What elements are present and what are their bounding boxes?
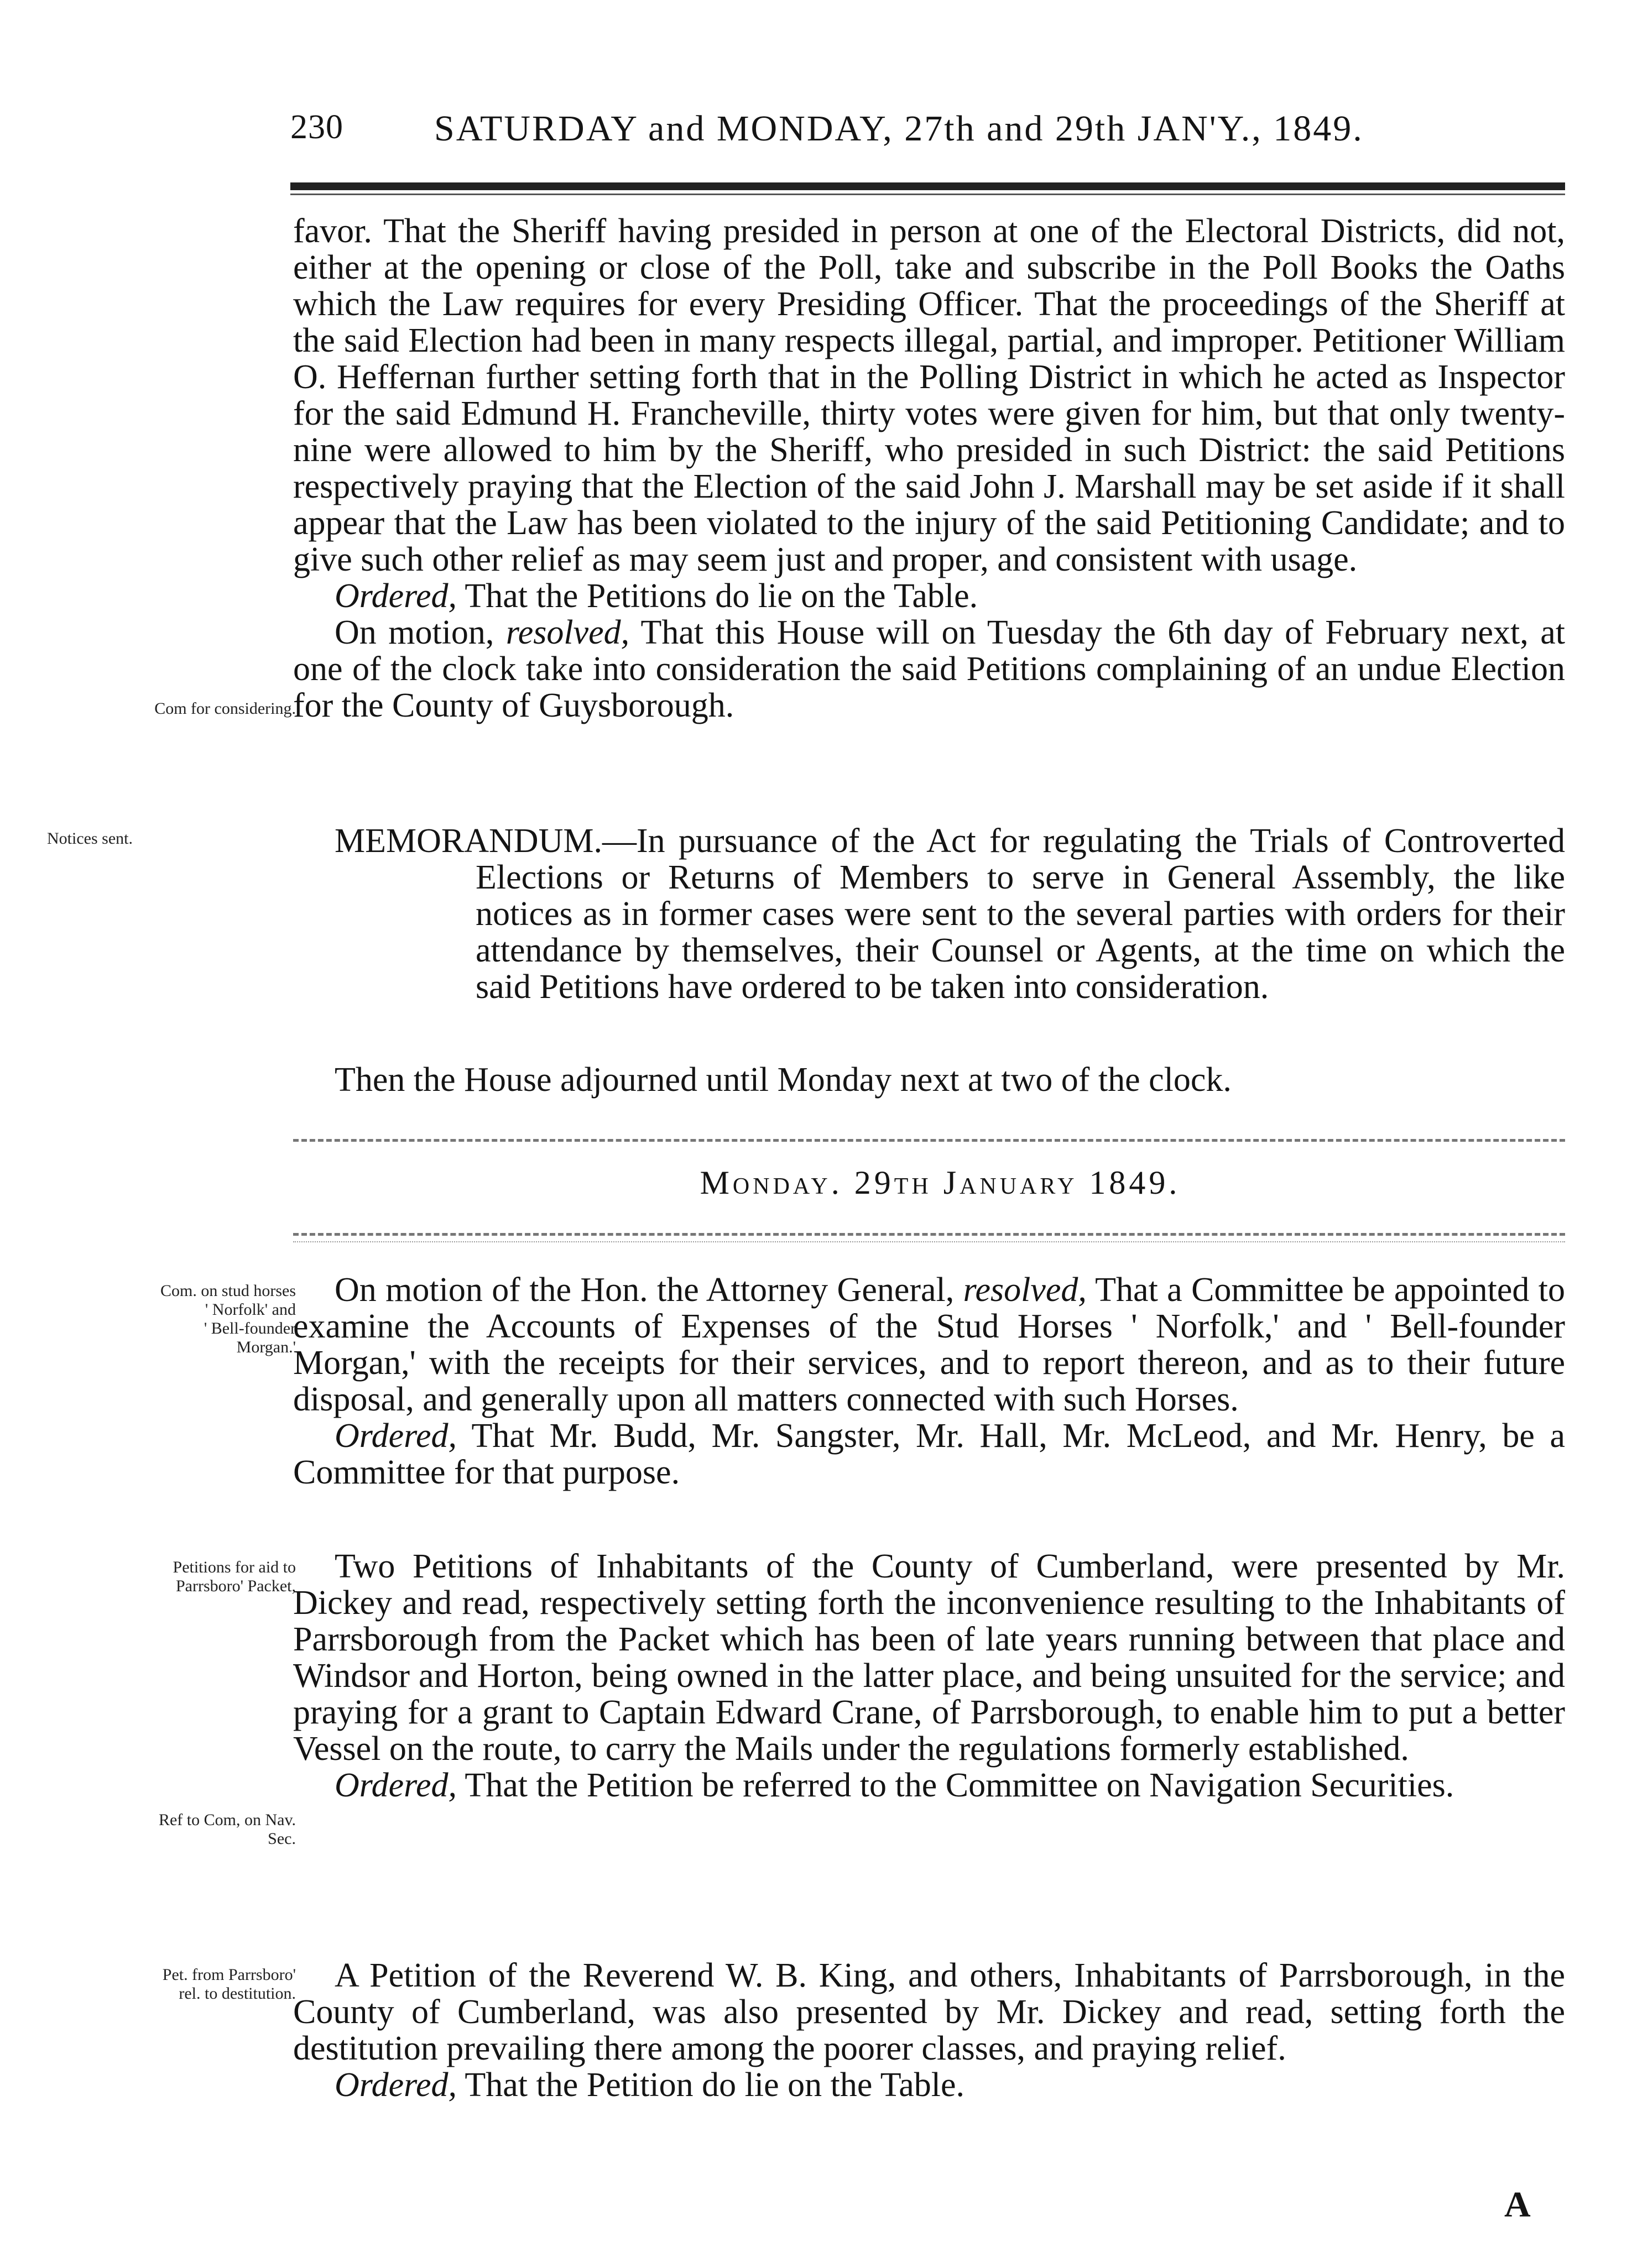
stud-text: That a Committee be appointed to examine the Accounts of Expenses of the Stud Horses ' Norfolk,' and ' Bell-founder Morgan,' with the receipts for their services, and to report thereon, and as to their future disposal, and generally upon all matters connected with such Horses.	[293, 1271, 1565, 1418]
continued-paragraph	[293, 213, 1565, 724]
destitution-block	[293, 1957, 1565, 2103]
motion-text: That this House will on Tuesday the 6th day of February next, at one of the clock take into consideration the said Petitions complaining of an undue Election for the County of Guysborough.	[293, 614, 1565, 724]
destitution-ordered-label: Ordered,	[335, 2066, 457, 2104]
destitution-ordered-paragraph	[293, 2067, 1565, 2103]
day-heading: Monday. 29th January 1849.	[700, 1164, 1181, 1201]
motion-resolved: resolved,	[505, 614, 630, 651]
adjourn-block	[293, 1062, 1565, 1098]
stud-horses-block	[293, 1272, 1565, 1491]
margin-note-packet	[47, 1558, 296, 1596]
destitution-paragraph: A Petition of the Reverend W. B. King, and others, Inhabitants of Parrsborough, in the County of Cumberland, was also presented by Mr. Dickey and read, setting forth the destitution prevailing there among the poorer classes, and praying relief.	[293, 1957, 1565, 2067]
ref-ordered-label: Ordered,	[335, 1767, 457, 1804]
header-rule-thin	[290, 194, 1565, 195]
margin-note-notices-sent: Notices sent.	[47, 829, 133, 848]
margin-note-line: ' Norfolk' and	[205, 1300, 296, 1319]
ref-ordered-text: That the Petition be referred to the Committee on Navigation Securities.	[465, 1767, 1454, 1804]
margin-note-line: Petitions for aid to	[173, 1558, 296, 1576]
margin-note-line: ' Bell-founder	[204, 1319, 296, 1337]
motion-paragraph	[293, 614, 1565, 724]
margin-note-line: Ref to Com, on Nav.	[158, 1811, 296, 1829]
margin-note-line: Com. on stud horses	[160, 1282, 296, 1300]
margin-note-line: Morgan.'	[236, 1338, 296, 1356]
packet-block	[293, 1548, 1565, 1804]
day-separator-top	[293, 1139, 1565, 1142]
margin-note-line: Sec.	[268, 1830, 296, 1848]
packet-paragraph: Two Petitions of Inhabitants of the County of Cumberland, were presented by Mr. Dickey and read, respectively setting forth the inconvenience resulting to the Inhabitants of Parrsborough from the Packet which has been of late years running between that place and Windsor and Horton, being owned in the latter place, and being unsuited for the service; and praying for a grant to Captain Edward Crane, of Parrsborough, to enable him to put a better Vessel on the route, to carry the Mails under the regulations formerly established.	[293, 1548, 1565, 1768]
motion-lead: On motion,	[335, 614, 494, 651]
margin-note-stud-horses	[47, 1282, 296, 1357]
margin-note-destitution	[47, 1966, 296, 2003]
margin-note-ref-nav	[47, 1811, 296, 1848]
ordered-text: That the Petitions do lie on the Table.	[465, 577, 978, 615]
day-separator-bottom-fine	[293, 1241, 1565, 1242]
destitution-ordered-text: That the Petition do lie on the Table.	[465, 2066, 965, 2104]
day-separator-bottom	[293, 1233, 1565, 1236]
stud-ordered-label: Ordered,	[335, 1417, 457, 1455]
adjourn-text: Then the House adjourned until Monday next at two of the clock.	[335, 1061, 1232, 1099]
memorandum-label: MEMORANDUM.	[335, 822, 602, 860]
continued-paragraph-text: favor. That the Sheriff having presided in person at one of the Electoral Districts, did not, either at the opening or close of the Poll, take and subscribe in the Poll Books the Oaths which the Law requires for every Presiding Officer. That the proceedings of the Sheriff at the said Election had been in many respects illegal, partial, and improper. Petitioner William O. Heffernan further setting forth that in the Polling District in which he acted as Inspector for the said Edmund H. Francheville, thirty votes were given for him, but that only twenty-nine were allowed to him by the Sheriff, who presided in such District: the said Petitions respectively praying that the Election of the said John J. Marshall may be set aside if it shall appear that the Law has been violated to the injury of the said Petitioning Candidate; and to give such other relief as may seem just and proper, and consistent with usage.	[293, 212, 1565, 578]
stud-lead: On motion of the Hon. the Attorney General,	[335, 1271, 955, 1309]
memorandum-text: —In pursuance of the Act for regulating the Trials of Controverted Elections or Returns of Members to serve in General Assembly, the like notices as in former cases were sent to the several parties with orders for their attendance by themselves, their Counsel or Agents, at the time on which the said Petitions have ordered to be taken into consideration.	[476, 822, 1565, 1006]
margin-note-line: Pet. from Parrsboro'	[162, 1966, 296, 1984]
ordered-label: Ordered,	[335, 577, 457, 615]
memorandum-paragraph	[335, 823, 1565, 1005]
ref-ordered-paragraph	[293, 1767, 1565, 1804]
header-rule	[290, 182, 1565, 190]
stud-ordered-paragraph	[293, 1418, 1565, 1491]
catchword: A	[1504, 2185, 1531, 2225]
ordered-lie-on-table	[293, 578, 1565, 614]
page-header-title: SATURDAY and MONDAY, 27th and 29th JAN'Y., 1849.	[434, 108, 1364, 149]
stud-horses-paragraph	[293, 1272, 1565, 1418]
page-number: 230	[290, 108, 343, 146]
margin-note-line: rel. to destitution.	[179, 1984, 296, 2003]
stud-resolved: resolved,	[963, 1271, 1087, 1309]
margin-note-com-considering: Com for considering.	[154, 699, 296, 718]
stud-ordered-text: That Mr. Budd, Mr. Sangster, Mr. Hall, Mr. McLeod, and Mr. Henry, be a Committee for that purpose.	[293, 1417, 1565, 1491]
margin-note-line: Parrsboro' Packet,	[175, 1577, 296, 1595]
memorandum-block	[335, 823, 1565, 1005]
